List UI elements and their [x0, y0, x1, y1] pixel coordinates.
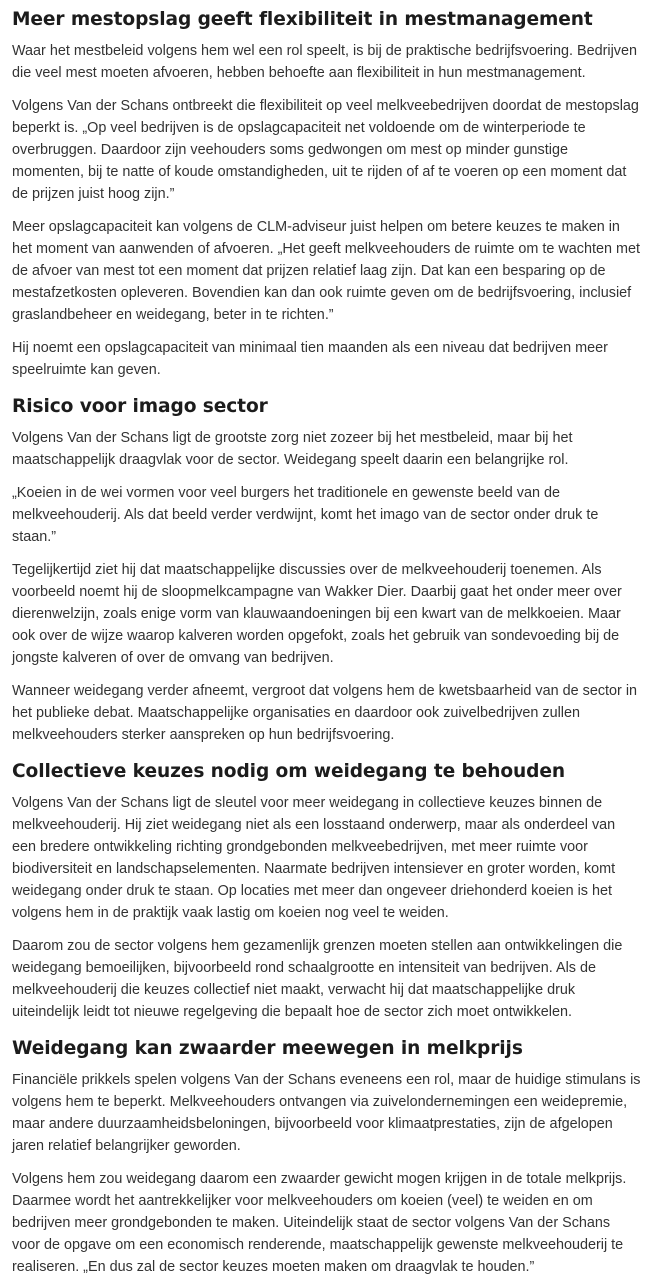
paragraph: Volgens Van der Schans ligt de grootste zorg niet zozeer bij het mestbeleid, maar bij het maatschappelijk draagvlak voor de sector. Weidegang speelt daarin een belangrijke rol.	[12, 430, 573, 468]
paragraph: Waar het mestbeleid volgens hem wel een rol speelt, is bij de praktische bedrijfsvoering. Bedrijven die veel mest moeten afvoeren, hebben behoefte aan flexibiliteit in hun mestmanagement.	[12, 43, 637, 81]
paragraph: Wanneer weidegang verder afneemt, vergroot dat volgens hem de kwetsbaarheid van de sector in het publieke debat. Maatschappelijke organisaties en daardoor ook zuivelbedrijven zullen melkveehouders sterker aanspreken op hun bedrijfsvoering.	[12, 683, 638, 743]
paragraph: Volgens Van der Schans ligt de sleutel voor meer weidegang in collectieve keuzes binnen de melkveehouderij. Hij ziet weidegang niet als een losstaand onderwerp, maar als onderdeel van een bredere ontwikkeling richting grondgebonden melkveebedrijven, met meer ruimte voor biodiversiteit en landschapselementen. Naarmate bedrijven intensiever en groter worden, komt weidegang onder druk te staan. Op locaties met meer dan ongeveer driehonderd koeien is het volgens hem in de praktijk vaak lastig om koeien nog veel te weiden.	[12, 795, 616, 921]
paragraph: Tegelijkertijd ziet hij dat maatschappelijke discussies over de melkveehouderij toenemen. Als voorbeeld noemt hij de sloopmelkcampagne van Wakker Dier. Daarbij gaat het onder meer over dierenwelzijn, zoals enige vorm van klauwaandoeningen bij een kwart van de melkkoeien. Maar ook over de wijze waarop kalveren worden opgefokt, zoals het gebruik van sondevoeding bij de jongste kalveren of over de omvang van bedrijven.	[12, 562, 622, 666]
section-imago	[12, 395, 641, 746]
section-mestopslag	[12, 8, 641, 381]
section-melkprijs	[12, 1037, 641, 1278]
section-heading: Risico voor imago sector	[12, 396, 268, 417]
paragraph: Daarom zou de sector volgens hem gezamenlijk grenzen moeten stellen aan ontwikkelingen die weidegang bemoeilijken, bijvoorbeeld rond schaalgrootte en intensiteit van bedrijven. Als de melkveehouderij die keuzes collectief niet maakt, verwacht hij dat maatschappelijke druk uiteindelijk leidt tot nieuwe regelgeving die bepaalt hoe de sector zich moet ontwikkelen.	[12, 938, 623, 1020]
paragraph: Financiële prikkels spelen volgens Van der Schans eveneens een rol, maar de huidige stimulans is volgens hem te beperkt. Melkveehouders ontvangen via zuivelondernemingen een weidepremie, maar andere duurzaamheidsbeloningen, bijvoorbeeld voor klimaatprestaties, zijn de afgelopen jaren relatief belangrijker geworden.	[12, 1072, 641, 1154]
paragraph: Volgens hem zou weidegang daarom een zwaarder gewicht mogen krijgen in de totale melkprijs. Daarmee wordt het aantrekkelijker voor melkveehouders om koeien (veel) te weiden en om bedrijven meer grondgebonden te maken. Uiteindelijk staat de sector volgens Van der Schans voor de opgave om een economisch renderende, maatschappelijk gewenste melkveehouderij te realiseren. „En dus zal de sector keuzes moeten maken om draagvlak te houden.”	[12, 1171, 627, 1275]
section-heading: Collectieve keuzes nodig om weidegang te behouden	[12, 761, 566, 782]
paragraph: Meer opslagcapaciteit kan volgens de CLM-adviseur juist helpen om betere keuzes te maken in het moment van aanwenden of afvoeren. „Het geeft melkveehouders de ruimte om te wachten met de afvoer van mest tot een moment dat prijzen relatief laag zijn. Dat kan een besparing op de mestafzetkosten opleveren. Bovendien kan dan ook ruimte geven om de bedrijfsvoering, inclusief graslandbeheer en weidegang, beter in te richten.”	[12, 219, 640, 323]
section-heading: Weidegang kan zwaarder meewegen in melkprijs	[12, 1038, 523, 1059]
paragraph: Hij noemt een opslagcapaciteit van minimaal tien maanden als een niveau dat bedrijven meer speelruimte kan geven.	[12, 340, 608, 378]
section-heading: Meer mestopslag geeft flexibiliteit in mestmanagement	[12, 9, 593, 30]
paragraph: Volgens Van der Schans ontbreekt die flexibiliteit op veel melkveebedrijven doordat de mestopslag beperkt is. „Op veel bedrijven is de opslagcapaciteit net voldoende om de winterperiode te overbruggen. Daardoor zijn veehouders soms gedwongen om mest op minder gunstige momenten, bij te natte of koude omstandigheden, uit te rijden of af te voeren op een moment dat de prijzen juist hoog zijn.”	[12, 98, 639, 202]
section-collectieve-keuzes	[12, 760, 641, 1023]
paragraph: „Koeien in de wei vormen voor veel burgers het traditionele en gewenste beeld van de melkveehouderij. Als dat beeld verder verdwijnt, komt het imago van de sector onder druk te staan.”	[12, 485, 599, 545]
